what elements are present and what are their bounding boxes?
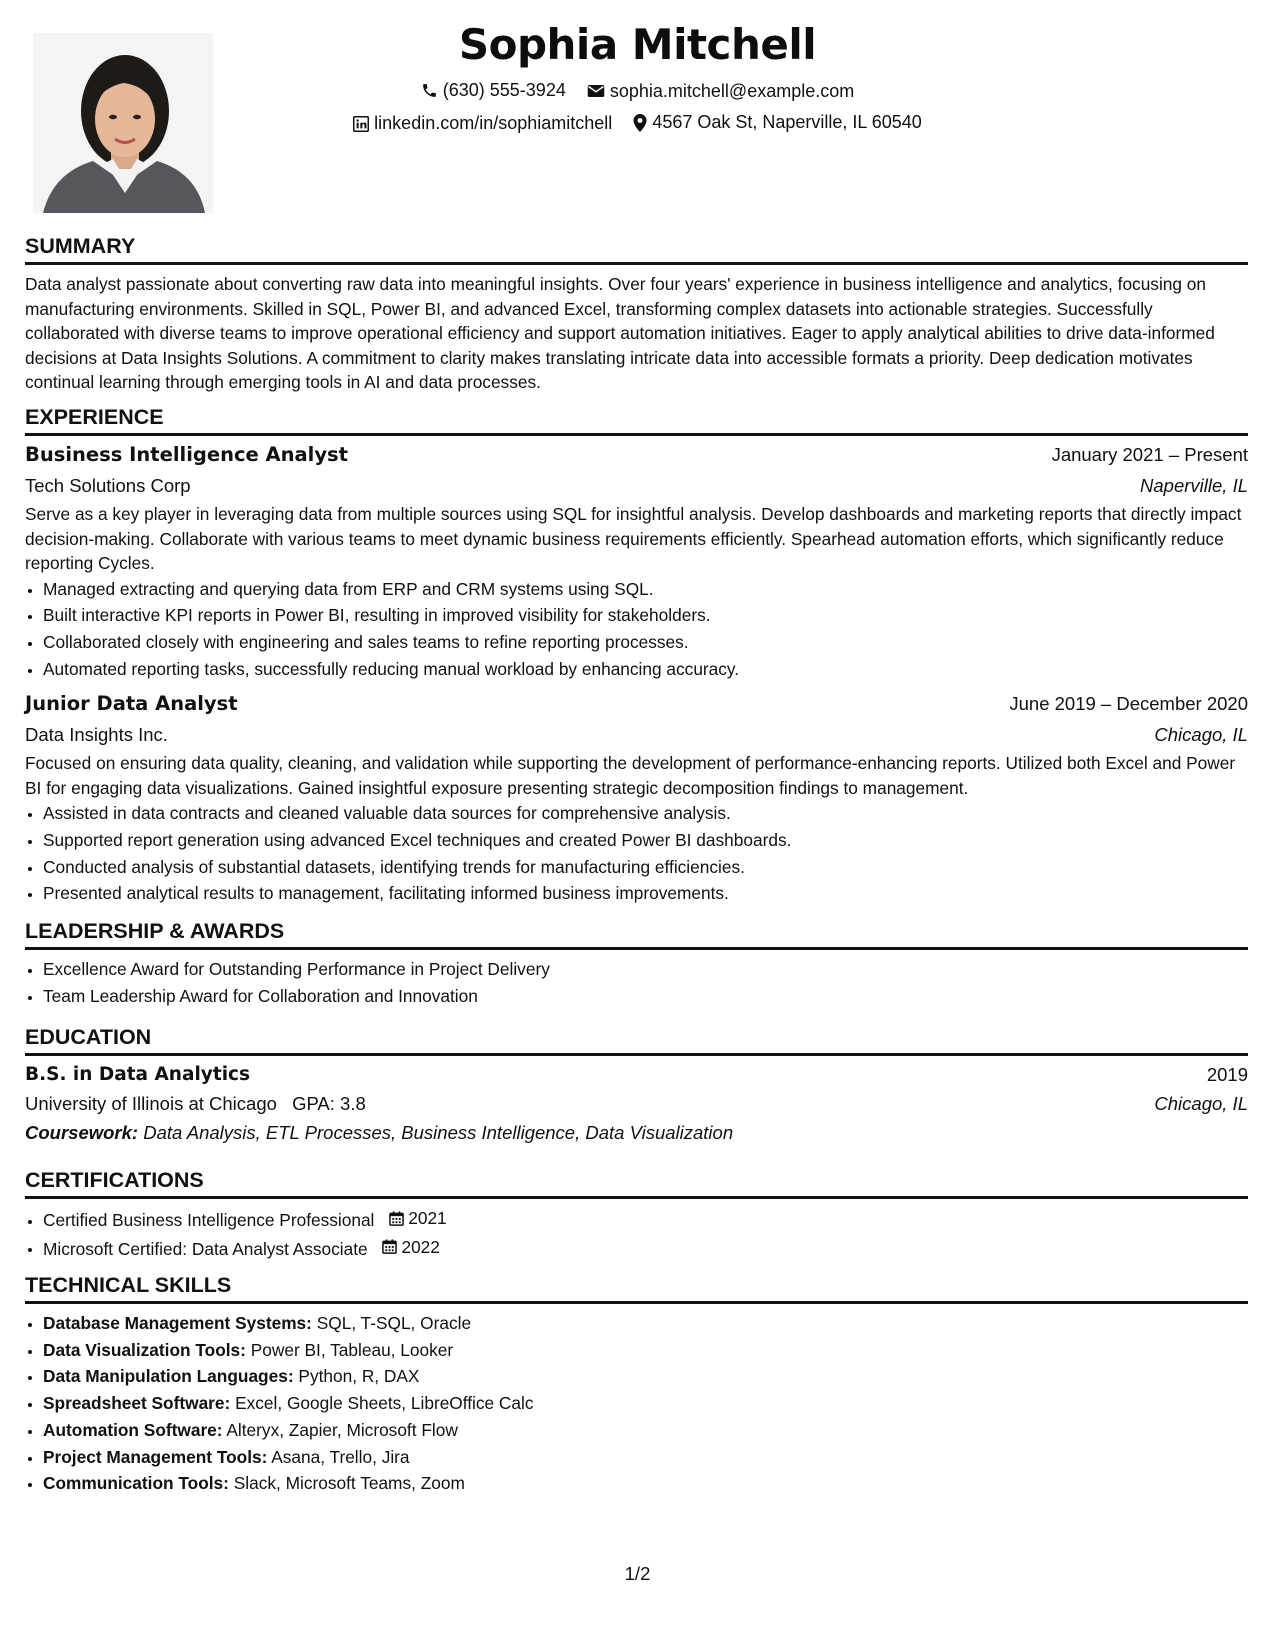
experience-heading: EXPERIENCE [25,405,164,429]
job-bullets [25,800,1248,907]
job-entry [25,690,1248,907]
email-text: sophia.mitchell@example.com [609,80,855,101]
page-number: 1/2 [624,1563,651,1584]
job-company: Tech Solutions Corp [25,475,191,496]
job-dates: January 2021 – Present [1051,444,1248,465]
phone-icon [421,82,438,99]
list-item [43,1444,1248,1471]
skills-heading: TECHNICAL SKILLS [25,1273,232,1297]
job-entry [25,441,1248,682]
list-item: • Built interactive KPI reports in Power BI, resulting in improved visibility for stakeholders. [43,602,1248,629]
list-item: • Excellence Award for Outstanding Performance in Project Delivery [43,956,1248,983]
contact-line-2 [0,112,1275,137]
job-description: Focused on ensuring data quality, cleaning, and validation while supporting the development of performance-enhancing reports. Utilized both Excel and Power BI for engaging data visualizations. Gained insightful exposure presenting strategic decomposition findings to management. [25,753,1236,798]
section-divider [25,1301,1248,1304]
job-location: Naperville, IL [1140,475,1248,496]
list-item: • Automated reporting tasks, successfully reducing manual workload by enhancing accuracy. [43,656,1248,683]
phone-contact[interactable] [421,80,566,101]
section-divider [25,433,1248,436]
coursework-label: Coursework: [25,1122,139,1143]
section-divider [25,1053,1248,1056]
email-contact[interactable] [587,81,854,102]
summary-heading: SUMMARY [25,234,136,258]
envelope-icon [587,83,605,99]
awards-section [25,918,1248,1009]
section-divider [25,262,1248,265]
list-item: • Assisted in data contracts and cleaned valuable data sources for comprehensive analysis. [43,800,1248,827]
address-contact [633,112,922,133]
map-pin-icon [633,114,647,132]
education-heading: EDUCATION [25,1025,152,1049]
linkedin-contact[interactable] [353,113,612,134]
list-item [43,1417,1248,1444]
job-company: Data Insights Inc. [25,724,168,746]
contact-line-1 [0,80,1275,104]
section-divider [25,947,1248,950]
coursework-list: Data Analysis, ETL Processes, Business Intelligence, Data Visualization [143,1122,734,1143]
cert-year: 2022 [401,1236,440,1257]
coursework [25,1119,1248,1146]
skill-label: Communication Tools: [43,1473,229,1494]
address-text: 4567 Oak St, Naperville, IL 60540 [652,112,922,132]
education-section [25,1024,1248,1146]
list-item: • Collaborated closely with engineering and sales teams to refine reporting processes. [43,629,1248,656]
skill-label: Automation Software: [43,1419,223,1440]
list-item: • Managed extracting and querying data from ERP and CRM systems using SQL. [43,576,1248,603]
section-divider [25,1196,1248,1199]
awards-heading: LEADERSHIP & AWARDS [25,919,285,943]
list-item [43,1205,1248,1234]
skill-label: Spreadsheet Software: [43,1393,231,1414]
skill-value: Power BI, Tableau, Looker [250,1339,454,1360]
certifications-list [25,1205,1248,1262]
job-title: Business Intelligence Analyst [25,443,348,466]
summary-text: Data analyst passionate about converting raw data into meaningful insights. Over four years' experience in business intelligence and analytics, focusing on manufacturing environments. Skilled in SQL, Power BI, and advanced Excel, transforming complex datasets into actionable strategies. Successfully collaborated with diverse teams to improve operational efficiency and support automation initiatives. Eager to apply analytical abilities to drive data-informed decisions at Data Insights Solutions. A commitment to clarity makes translating intricate data into accessible formats a priority. Deep dedication motivates continual learning through emerging tools in AI and data processes. [25,274,1215,392]
list-item: • Presented analytical results to management, facilitating informed business improvements. [43,880,1248,907]
job-location: Chicago, IL [1154,724,1248,746]
skill-value: Python, R, DAX [298,1366,420,1387]
linkedin-text: linkedin.com/in/sophiamitchell [374,113,613,133]
experience-section [25,404,1248,907]
school-name: University of Illinois at Chicago [25,1093,277,1114]
awards-list [25,956,1248,1009]
skill-label: Database Management Systems: [43,1313,312,1333]
calendar-icon [389,1211,404,1226]
list-item: • Team Leadership Award for Collaboration and Innovation [43,983,1248,1010]
skill-label: Data Visualization Tools: [43,1339,246,1360]
cert-name: Microsoft Certified: Data Analyst Associate [43,1238,368,1259]
linkedin-icon [353,116,369,132]
cert-year: 2021 [408,1208,447,1228]
cert-name: Certified Business Intelligence Professional [43,1209,375,1230]
list-item [43,1363,1248,1390]
job-bullets [25,576,1248,683]
phone-text: (630) 555-3924 [442,80,566,100]
school-location: Chicago, IL [1154,1093,1248,1114]
skills-list [25,1310,1248,1497]
skills-section [25,1272,1248,1497]
candidate-name: Sophia Mitchell [458,20,817,69]
summary-section [25,233,1248,395]
certifications-section [25,1167,1248,1262]
skill-value: Alteryx, Zapier, Microsoft Flow [226,1419,458,1440]
skill-label: Project Management Tools: [43,1446,268,1467]
skill-value: SQL, T-SQL, Oracle [316,1313,472,1333]
list-item [43,1390,1248,1417]
job-dates: June 2019 – December 2020 [1009,693,1248,715]
skill-value: Excel, Google Sheets, LibreOffice Calc [235,1393,534,1414]
list-item: • Conducted analysis of substantial datasets, identifying trends for manufacturing efficiencies. [43,854,1248,881]
list-item [43,1310,1248,1337]
list-item [43,1337,1248,1364]
list-item [43,1470,1248,1497]
skill-label: Data Manipulation Languages: [43,1366,294,1387]
skill-value: Asana, Trello, Jira [271,1446,410,1467]
skill-value: Slack, Microsoft Teams, Zoom [233,1473,465,1494]
graduation-year: 2019 [1206,1064,1248,1085]
certifications-heading: CERTIFICATIONS [25,1168,204,1192]
list-item [43,1234,1248,1263]
job-description: Serve as a key player in leveraging data from multiple sources using SQL for insightful analysis. Develop dashboards and marketing reports that directly impact decision-making. Collaborate with various teams to meet dynamic business requirements efficiently. Spearhead automation efforts, which significantly reduce reporting Cycles. [25,504,1242,573]
job-title: Junior Data Analyst [25,692,238,716]
calendar-icon [382,1239,397,1254]
list-item: • Supported report generation using advanced Excel techniques and created Power BI dashboards. [43,827,1248,854]
degree: B.S. in Data Analytics [25,1064,251,1085]
gpa: GPA: 3.8 [292,1093,366,1114]
